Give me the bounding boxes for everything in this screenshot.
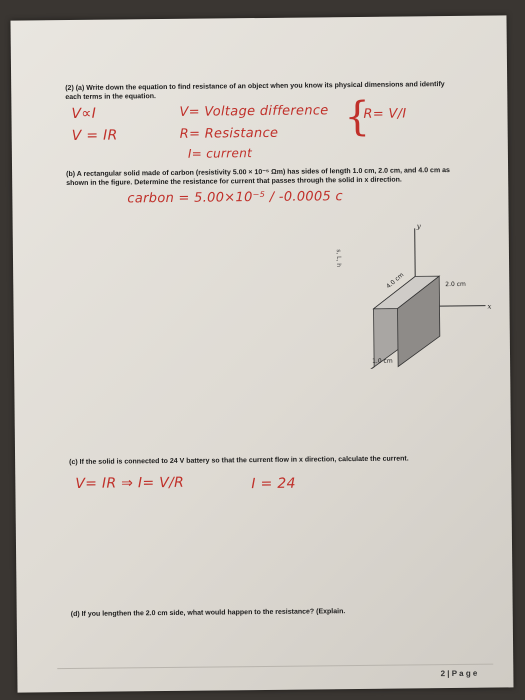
axis-x-label: x [487,302,492,311]
dimension-label-10: 1.0 cm [372,357,393,365]
answer-2c-left: V= IR ⇒ I= V/R [75,474,185,492]
question-2d-text: (d) If you lengthen the 2.0 cm side, what would happen to the resistance? (Explain. [70,608,346,619]
axis-y-label: y [416,222,421,231]
answer-def-current: I= current [187,146,253,161]
answer-ohms-law: V = IR [71,127,118,144]
answer-2b: carbon = 5.00×10⁻⁵ / -0.0005 c [127,189,344,207]
curly-brace-icon: { [344,93,371,141]
worksheet-page [10,15,513,692]
answer-2c-right: I = 24 [251,475,296,493]
dimension-label-40: 4.0 cm [385,271,406,291]
z-axis [364,367,374,369]
footer-divider [57,664,493,670]
page-number: 2 | P a g e [440,668,478,679]
answer-def-voltage: V= Voltage difference [179,103,329,120]
dimension-label-20: 2.0 cm [445,280,466,289]
answer-formula: R= V/I [363,106,407,122]
side-note: s, L, h [334,249,343,268]
answer-def-resistance: R= Resistance [179,125,279,142]
question-2b-text: (b) A rectangular solid made of carbon (resistivity 5.00 × 10⁻⁵ Ωm) has sides of length 1.0 cm, 2.0 cm, and 4.0 cm as shown in the figure. Determine the resistance for current that passes through the solid in x direction. [66,167,450,188]
rectangular-solid-figure [333,217,505,369]
answer-proportional: V∝I [71,105,97,122]
question-2c-text: (c) If the solid is connected to 24 V battery so that the current flow in x direction, calculate the current. [69,455,409,467]
question-2a-text: (2) (a) Write down the equation to find resistance of an object when you know its physical dimensions and identify each terms in the equation. [65,81,445,102]
